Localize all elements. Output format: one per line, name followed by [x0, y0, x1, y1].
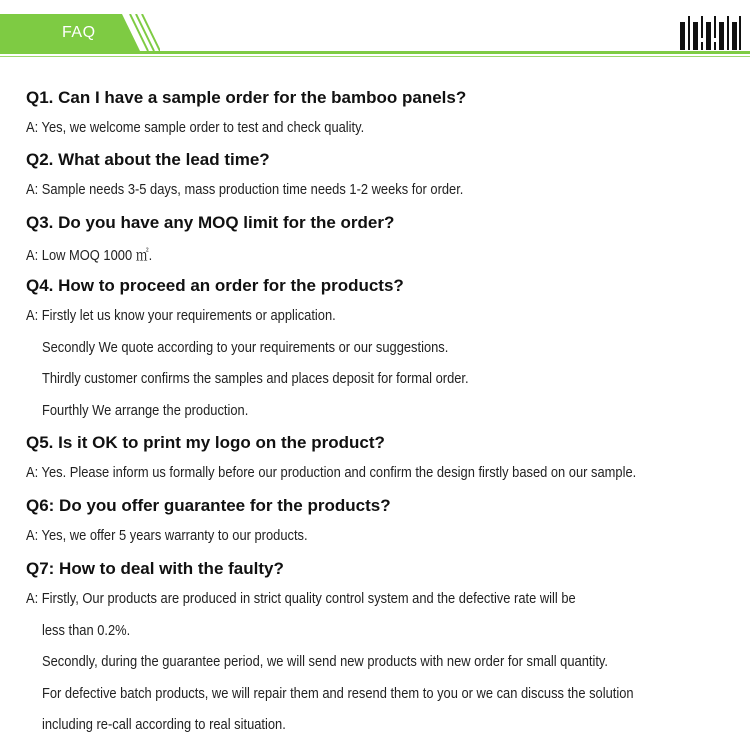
faq-answer-7-line-3: Secondly, during the guarantee period, we will send new products with new order for small quantity.	[42, 653, 609, 670]
faq-question-3: Q3. Do you have any MOQ limit for the order?	[26, 213, 395, 232]
faq-answer-5-line-1: A: Yes. Please inform us formally before our production and confirm the design firstly based on our sample.	[26, 464, 637, 481]
faq-question-6: Q6: Do you offer guarantee for the products?	[26, 496, 391, 515]
faq-answer-7-line-1: A: Firstly, Our products are produced in strict quality control system and the defective rate will be	[26, 590, 576, 607]
faq-answer-2-line-1: A: Sample needs 3-5 days, mass production time needs 1-2 weeks for order.	[26, 181, 464, 198]
faq-question-1: Q1. Can I have a sample order for the bamboo panels?	[26, 88, 467, 107]
faq-question-5: Q5. Is it OK to print my logo on the product?	[26, 433, 385, 452]
faq-question-4: Q4. How to proceed an order for the products?	[26, 276, 404, 295]
faq-answer-4-line-4: Fourthly We arrange the production.	[42, 402, 249, 419]
faq-answer-4-line-2: Secondly We quote according to your requirements or our suggestions.	[42, 339, 449, 356]
header-rule-thick	[0, 51, 750, 54]
page-header	[0, 0, 750, 60]
faq-answer-7-line-4: For defective batch products, we will repair them and resend them to you or we can discuss the solution	[42, 685, 634, 702]
faq-question-2: Q2. What about the lead time?	[26, 150, 270, 169]
faq-answer-4-line-1: A: Firstly let us know your requirements or application.	[26, 307, 336, 324]
faq-answer-7-line-2: less than 0.2%.	[42, 622, 131, 639]
header-rule-thin	[0, 56, 750, 57]
faq-answer-3-line-1: A: Low MOQ 1000 ㎡.	[26, 247, 153, 264]
faq-tab-label: FAQ	[62, 24, 96, 41]
faq-answer-1-line-1: A: Yes, we welcome sample order to test and check quality.	[26, 119, 365, 136]
faq-answer-6-line-1: A: Yes, we offer 5 years warranty to our products.	[26, 527, 308, 544]
faq-answer-4-line-3: Thirdly customer confirms the samples and places deposit for formal order.	[42, 370, 469, 387]
barcode-logo-icon	[680, 16, 742, 50]
faq-answer-7-line-5: including re-call according to real situation.	[42, 716, 286, 733]
faq-question-7: Q7: How to deal with the faulty?	[26, 559, 284, 578]
